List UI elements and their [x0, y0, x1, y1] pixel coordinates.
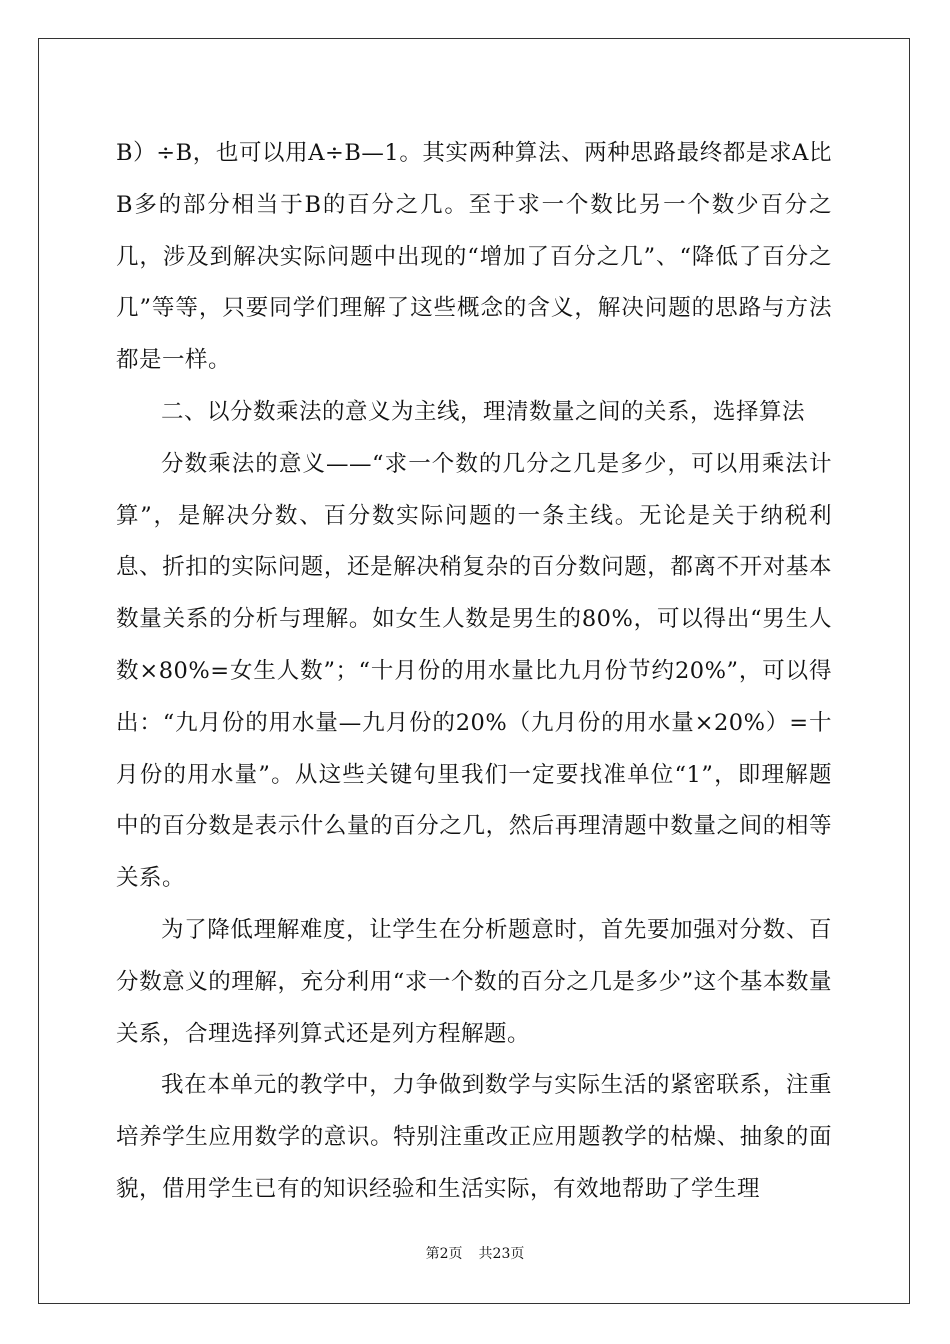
paragraph: 为了降低理解难度，让学生在分析题意时，首先要加强对分数、百分数意义的理解，充分利用“求一个数的百分之几是多少”这个基本数量关系，合理选择列算式还是列方程解题。	[116, 916, 832, 1047]
paragraph: 我在本单元的教学中，力争做到数学与实际生活的紧密联系，注重培养学生应用数学的意识。特别注重改正应用题教学的枯燥、抽象的面貌，借用学生已有的知识经验和生活实际，有效地帮助了学生理	[116, 1072, 832, 1202]
paragraph-continued: B）÷B，也可以用A÷B—1。其实两种算法、两种思路最终都是求A比B多的部分相当于B的百分之几。至于求一个数比另一个数少百分之几，涉及到解决实际问题中出现的“增加了百分之几”、“降低了百分之几”等等，只要同学们理解了这些概念的含义，解决问题的思路与方法都是一样。	[116, 140, 832, 374]
page-number: 第2页	[425, 1246, 463, 1262]
paragraph: 分数乘法的意义——“求一个数的几分之几是多少，可以用乘法计算”，是解决分数、百分数实际问题的一条主线。无论是关于纳税利息、折扣的实际问题，还是解决稍复杂的百分数问题，都离不开对基本数量关系的分析与理解。如女生人数是男生的80%，可以得出“男生人数×80%=女生人数”；“十月份的用水量比九月份节约20%”，可以得出：“九月份的用水量—九月份的20%（九月份的用水量×20%）=十月份的用水量”。从这些关键句里我们一定要找准单位“1”，即理解题中的百分数是表示什么量的百分之几，然后再理清题中数量之间的相等关系。	[116, 450, 832, 892]
section-heading: 二、以分数乘法的意义为主线，理清数量之间的关系，选择算法	[161, 398, 806, 425]
page-footer	[0, 1244, 950, 1264]
page-total: 共23页	[478, 1246, 525, 1262]
document-body	[116, 128, 832, 1216]
